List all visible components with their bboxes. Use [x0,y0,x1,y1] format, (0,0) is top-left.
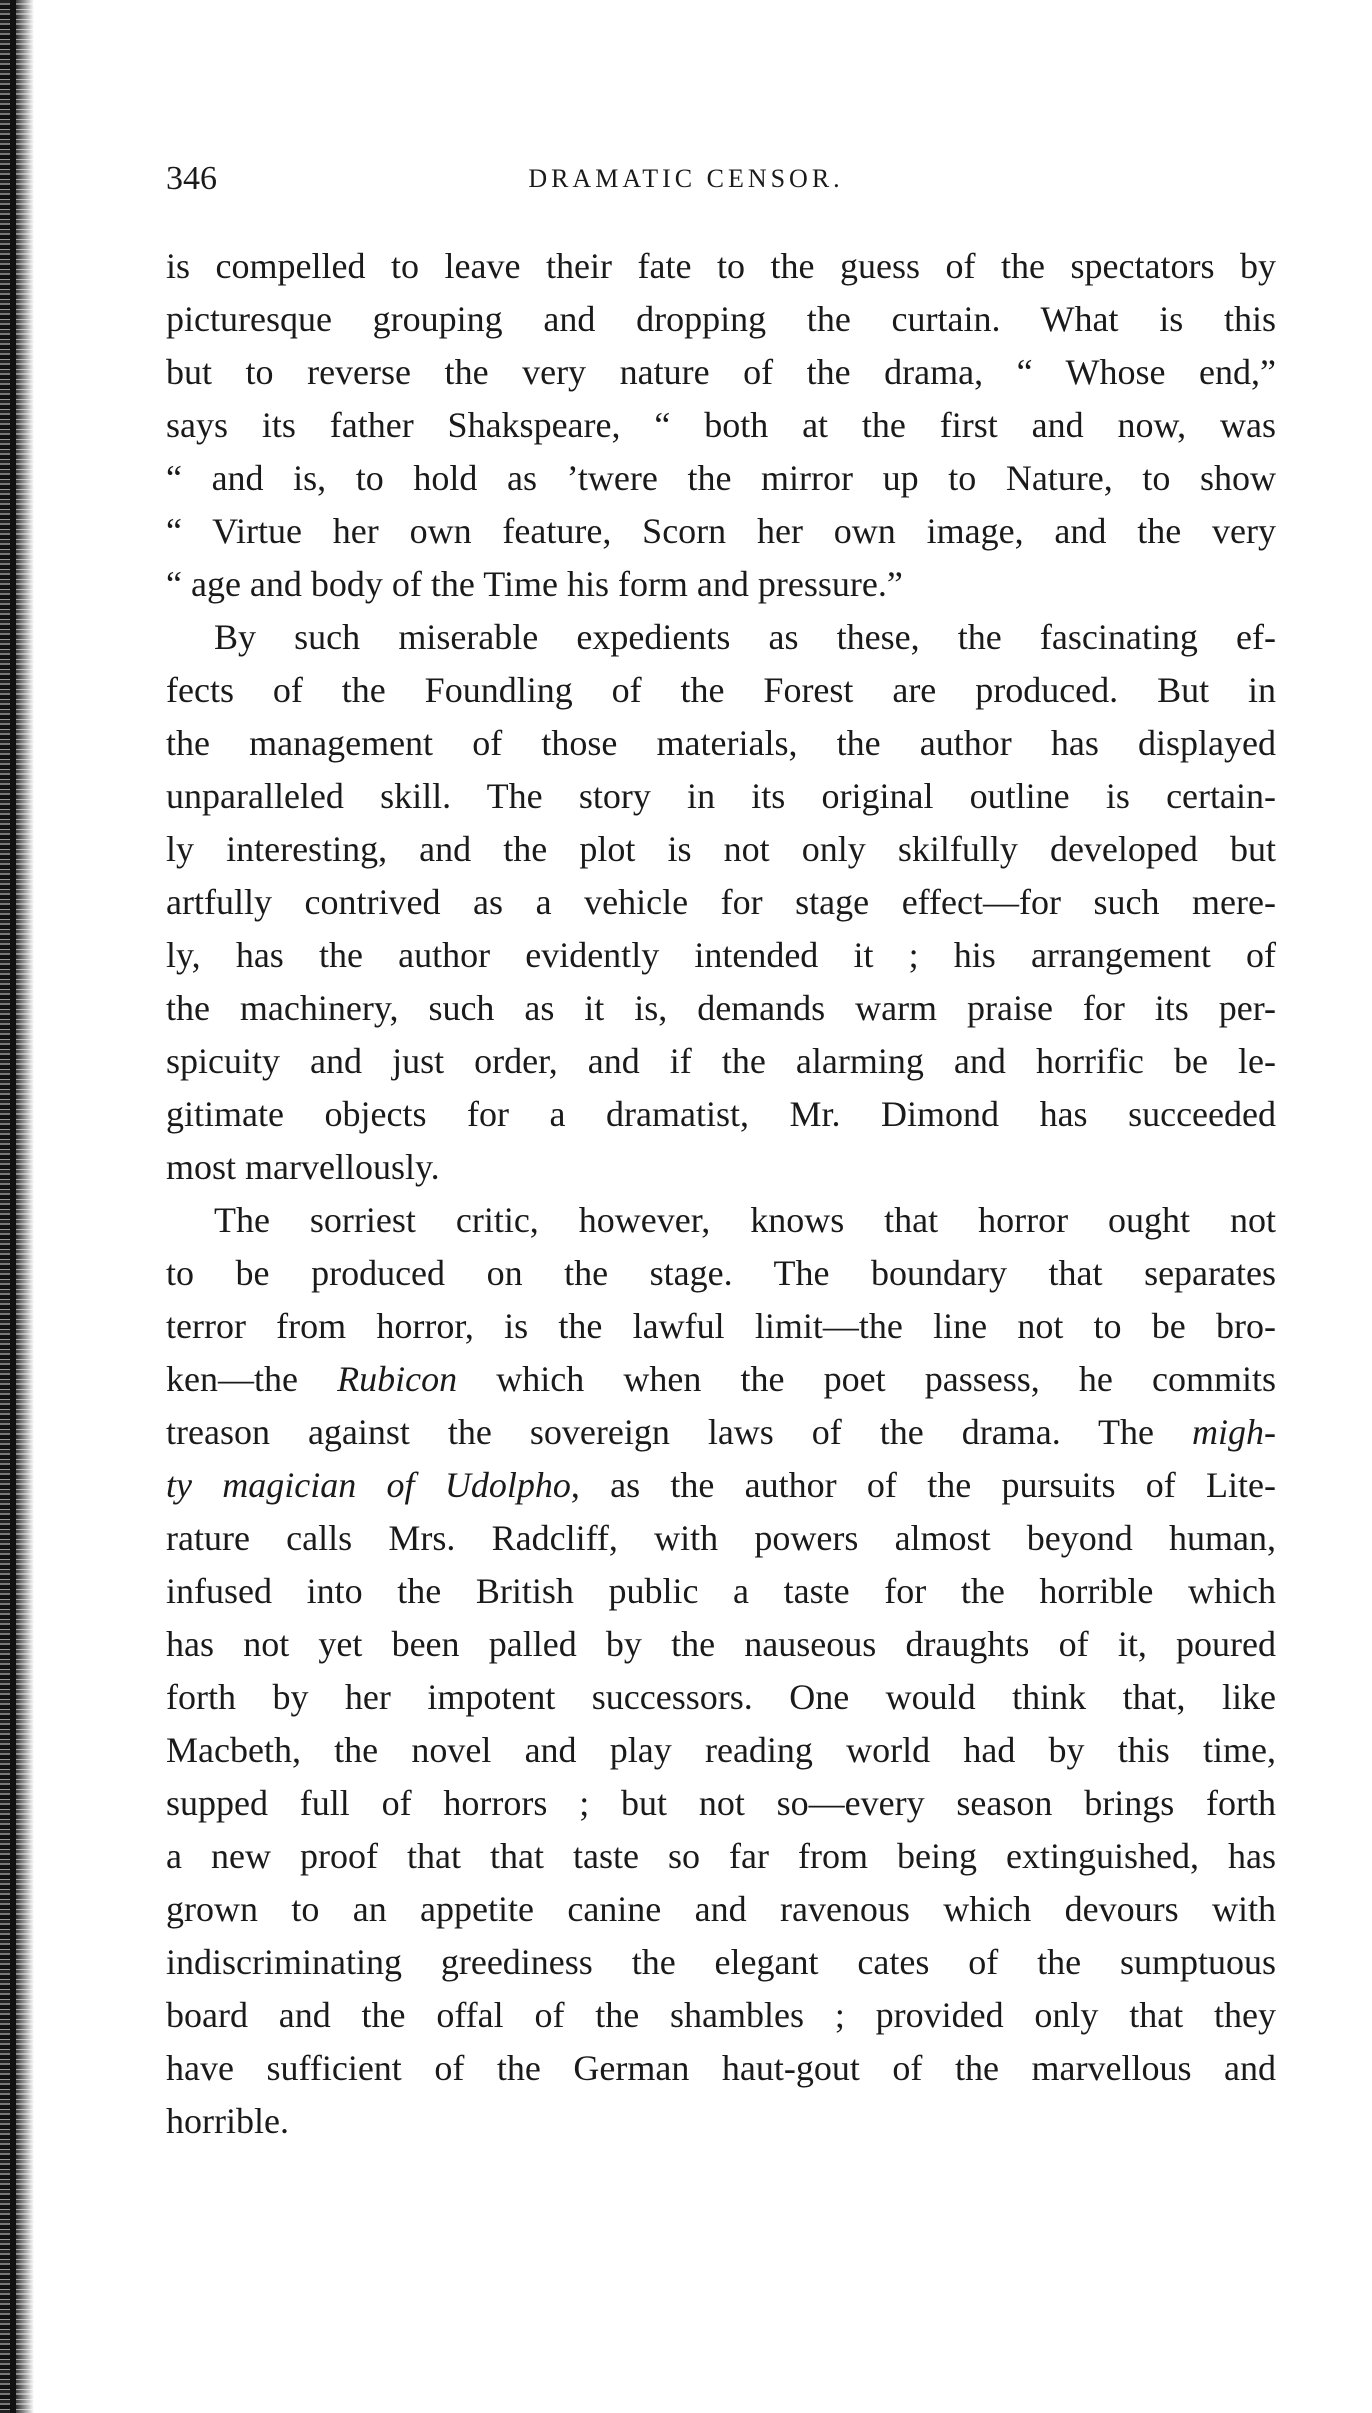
text-line [166,346,1276,399]
text-segment: rature calls Mrs. Radcliff, with powers almost beyond human, [166,1518,1276,1558]
text-line [166,1035,1276,1088]
text-segment: have sufficient of the German haut-gout of the marvellous and [166,2048,1276,2088]
text-segment: The sorriest critic, however, knows that horror ought not [214,1200,1276,1240]
text-segment: to be produced on the stage. The boundary that separates [166,1253,1276,1293]
text-segment: most marvellously. [166,1147,440,1187]
text-segment: artfully contrived as a vehicle for stage effect—for such mere- [166,882,1276,922]
text-line [166,399,1276,452]
text-line [166,1989,1276,2042]
text-segment: the machinery, such as it is, demands warm praise for its per- [166,988,1276,1028]
text-line [166,929,1276,982]
text-line [166,1300,1276,1353]
text-line [166,2095,1276,2148]
text-segment: ken—the [166,1359,338,1399]
text-line [166,717,1276,770]
text-segment: says its father Shakspeare, “ both at the first and now, was [166,405,1276,445]
text-line [166,1459,1276,1512]
text-line [166,1936,1276,1989]
text-segment: terror from horror, is the lawful limit—the line not to be bro- [166,1306,1276,1346]
text-segment: “ age and body of the Time his form and pressure.” [166,564,903,604]
italic-text: migh- [1192,1412,1276,1452]
text-segment: By such miserable expedients as these, the fascinating ef- [214,617,1276,657]
text-segment: unparalleled skill. The story in its original outline is certain- [166,776,1276,816]
text-segment: a new proof that that taste so far from being extinguished, has [166,1836,1276,1876]
text-line [166,452,1276,505]
text-segment: forth by her impotent successors. One would think that, like [166,1677,1276,1717]
text-line [166,558,1276,611]
text-line [166,664,1276,717]
text-segment: ly interesting, and the plot is not only skilfully developed but [166,829,1276,869]
text-segment: has not yet been palled by the nauseous draughts of it, poured [166,1624,1276,1664]
text-segment: but to reverse the very nature of the drama, “ Whose end,” [166,352,1276,392]
text-line [166,1247,1276,1300]
text-segment: the management of those materials, the author has displayed [166,723,1276,763]
text-line [166,1512,1276,1565]
text-segment: board and the offal of the shambles ; provided only that they [166,1995,1276,2035]
text-segment: ly, has the author evidently intended it ; his arrangement of [166,935,1276,975]
text-line [166,1406,1276,1459]
text-segment: grown to an appetite canine and ravenous which devours with [166,1889,1276,1929]
text-segment: infused into the British public a taste for the horrible which [166,1571,1276,1611]
scanned-binding-line [10,0,16,2413]
italic-text: Rubicon [337,1359,458,1399]
text-line [166,1777,1276,1830]
page-number: 346 [166,160,217,197]
text-line [166,982,1276,1035]
text-line [166,770,1276,823]
text-line [166,505,1276,558]
page-body [166,240,1276,2148]
text-segment: Macbeth, the novel and play reading world had by this time, [166,1730,1276,1770]
text-line [166,876,1276,929]
text-line [166,2042,1276,2095]
text-line [166,1618,1276,1671]
text-segment: “ and is, to hold as ’twere the mirror up to Nature, to show [166,458,1276,498]
text-line [166,1724,1276,1777]
text-segment: , as the author of the pursuits of Lite- [570,1465,1276,1505]
text-segment: fects of the Foundling of the Forest are produced. But in [166,670,1276,710]
text-segment: gitimate objects for a dramatist, Mr. Dimond has succeeded [166,1094,1276,1134]
text-line [166,1141,1276,1194]
text-line [166,1194,1276,1247]
text-segment: supped full of horrors ; but not so—every season brings forth [166,1783,1276,1823]
text-line [166,1671,1276,1724]
text-line [166,823,1276,876]
scanned-page-edge [0,0,34,2413]
text-line [166,1830,1276,1883]
text-segment: “ Virtue her own feature, Scorn her own image, and the very [166,511,1276,551]
text-line [166,1883,1276,1936]
text-line [166,611,1276,664]
text-segment: spicuity and just order, and if the alarming and horrific be le- [166,1041,1276,1081]
text-line [166,293,1276,346]
text-segment: horrible. [166,2101,289,2141]
text-line [166,1565,1276,1618]
text-segment: which when the poet passess, he commits [457,1359,1276,1399]
text-segment: is compelled to leave their fate to the guess of the spectators by [166,246,1276,286]
text-segment: treason against the sovereign laws of the drama. The [166,1412,1192,1452]
text-line [166,1353,1276,1406]
italic-text: ty magician of Udolpho [166,1465,571,1505]
text-segment: picturesque grouping and dropping the curtain. What is this [166,299,1276,339]
running-title: DRAMATIC CENSOR. [528,164,844,193]
text-line [166,240,1276,293]
text-segment: indiscriminating greediness the elegant cates of the sumptuous [166,1942,1276,1982]
text-line [166,1088,1276,1141]
